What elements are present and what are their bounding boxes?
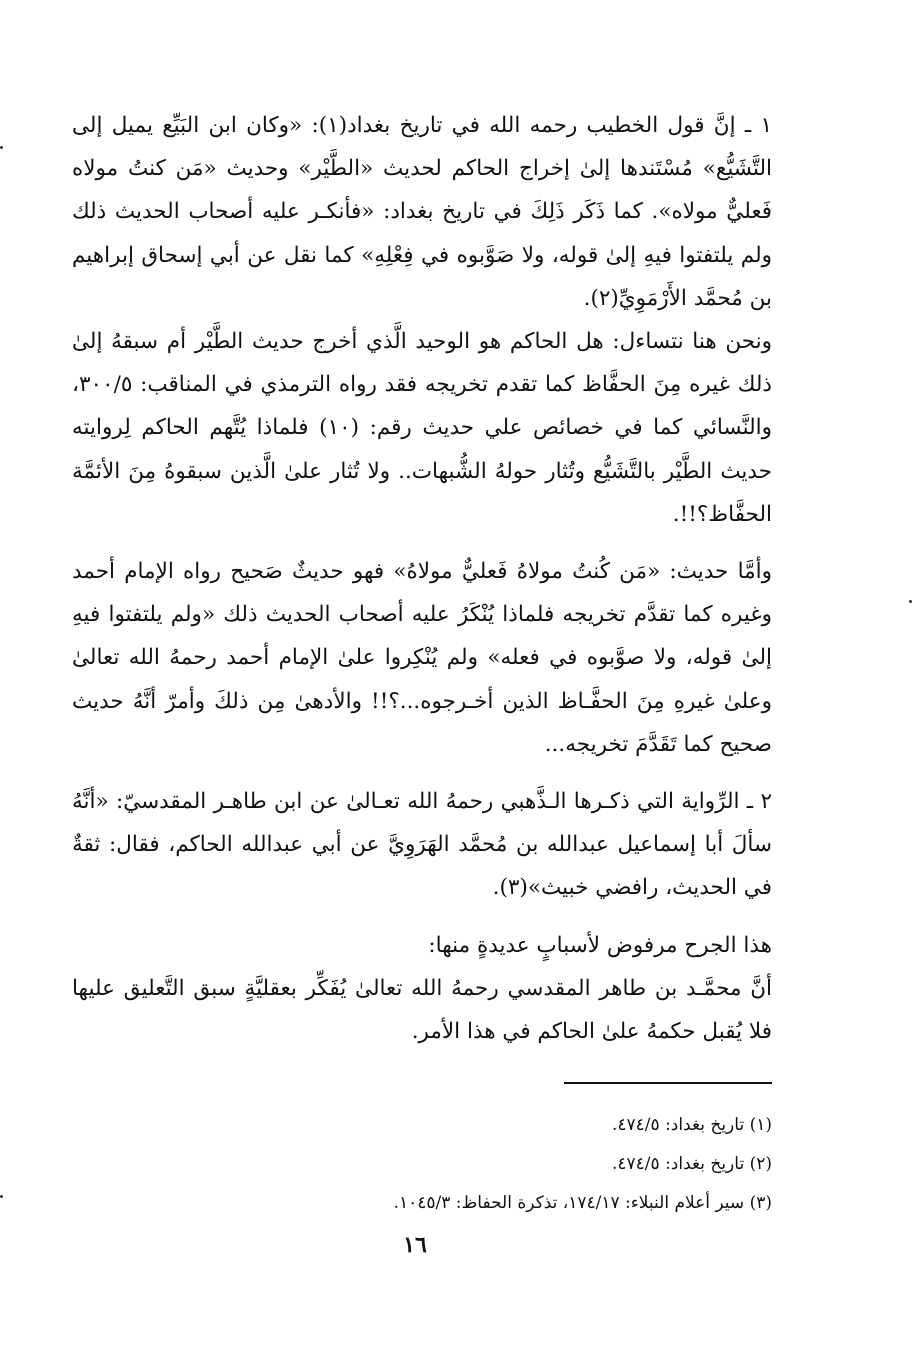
- scan-edge-mark: [0, 1195, 3, 1198]
- scan-edge-mark: [0, 146, 3, 149]
- paragraph-6: أنَّ محمَّـد بن طاهر المقدسي رحمهُ الله تعالىٰ يُفَكِّر بعقليَّةٍ سبق التَّعليق عليها فلا يُقبل حكمهُ علىٰ الحاكم في هذا الأمر.: [72, 975, 772, 1045]
- paragraph-1: ١ ـ إنَّ قول الخطيب رحمه الله في تاريخ بغداد(١): «وكان ابن البَيِّع يميل إلى التَّشَيُّع» مُسْتَندها إلىٰ إخراج الحاكم لحديث «الطَّيْر» وحديث «مَن كنتُ مولاه فَعليٌّ مولاه». كما ذَكَر ذَلِكَ في تاريخ بغداد: «فأنكـر عليه أصحاب الحديث ذلك ولم يلتفتوا فيهِ إلىٰ قوله، ولا صَوَّبوه في فِعْلِهِ» كما نقل عن أبي إسحاق إبراهيم بن مُحمَّد الأَرْمَوِيِّ(٢).: [72, 113, 773, 311]
- scan-edge-mark: [909, 600, 912, 603]
- page-number: ١٦: [403, 1232, 427, 1258]
- footnote-1: (١) تاريخ بغداد: ٤٧٤/٥.: [612, 1115, 772, 1135]
- main-text: [72, 104, 772, 1053]
- paragraph-3: وأمَّا حديث: «مَن كُنتُ مولاهُ فَعليٌّ مولاهُ» فهو حديثٌ صَحيح رواه الإمام أحمد وغيره كما تقدَّم تخريجه فلماذا يُنْكَرُ عليه أصحاب الحديث ذلك «ولم يلتفتوا فيهِ إلىٰ قوله، ولا صوَّبوه في فعله» ولم يُنْكِروا علىٰ الإمام أحمد رحمهُ الله تعالىٰ وعلىٰ غيرهِ مِنَ الحفَّـاظ الذين أخـرجوه...؟!! والأدهىٰ مِن ذلكَ وأمرّ أنَّهُ حديث صحيح كما تَقَدَّمَ تخريجه...: [72, 559, 772, 757]
- footnote-2: (٢) تاريخ بغداد: ٤٧٤/٥.: [612, 1154, 772, 1174]
- paragraph-2: ونحن هنا نتساءل: هل الحاكم هو الوحيد الَّذي أخرج حديث الطَّيْر أم سبقهُ إلىٰ ذلك غيره مِنَ الحفَّاظ كما تقدم تخريجه فقد رواه الترمذي في المناقب: ٣٠٠/٥، والنَّسائي كما في خصائص علي حديث رقم: (١٠) فلماذا يُتَّهم الحاكم لِروايته حديث الطَّيْر بالتَّشَيُّع وتُثار حولهُ الشُّبهات.. ولا تُثار علىٰ الَّذين سبقوهُ مِنَ الأئمَّة الحفَّاظ؟!!.: [72, 329, 772, 527]
- paragraph-4: ٢ ـ الرِّواية التي ذكـرها الـذَّهبي رحمهُ الله تعـالىٰ عن ابن طاهـر المقدسيّ: «أنَّهُ سألَ أبا إسماعيل عبدالله بن مُحمَّد الهَرَوِيَّ عن أبي عبدالله الحاكم، فقال: ثقةٌ في الحديث، رافضي خبيث»(٣).: [72, 789, 772, 901]
- paragraph-5: هذا الجرح مرفوض لأسبابٍ عديدةٍ منها:: [428, 932, 772, 958]
- footnotes: [72, 1082, 772, 1223]
- footnote-3: (٣) سير أعلام النبلاء: ١٧٤/١٧، تذكرة الحفاظ: ١٠٤٥/٣.: [393, 1193, 772, 1213]
- footnote-divider: [564, 1082, 772, 1084]
